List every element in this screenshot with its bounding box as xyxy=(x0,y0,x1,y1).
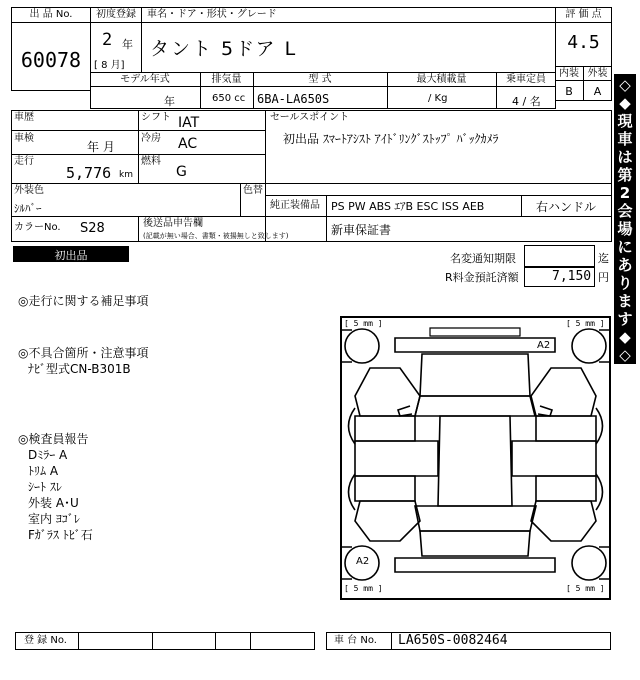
steering-value: 右ハンドル xyxy=(536,200,597,214)
car-name: タント 5ドア L xyxy=(150,38,298,60)
inspector-line: 室内 ﾖｺﾞﾚ xyxy=(28,512,80,526)
capacity-label: 乗車定員 xyxy=(506,74,546,85)
capacity-value: 4 / 名 xyxy=(512,95,541,108)
fuel-value: G xyxy=(176,164,187,180)
tire-depth-fr: [ 5 mm ] xyxy=(566,319,605,328)
lot-label: 出 品 No. xyxy=(29,9,73,20)
inspector-line: ｼｰﾄ ｽﾚ xyxy=(28,480,62,494)
inspection-label: 車検 xyxy=(14,133,34,144)
color-change-label: 色替 xyxy=(243,185,263,196)
recycle-value: 7,150 xyxy=(552,269,592,284)
fuel-label: 燃料 xyxy=(141,156,161,167)
docs-label: 後送品申告欄 xyxy=(143,218,203,229)
equipment-label: 純正装備品 xyxy=(270,200,320,211)
score-value: 4.5 xyxy=(567,32,600,53)
defect-note-line: ﾅﾋﾞ型式CN-B301B xyxy=(28,362,131,376)
car-diagram xyxy=(340,316,611,600)
recycle-unit: 円 xyxy=(598,271,609,284)
sales-point-value: 初出品 ｽﾏｰﾄｱｼｽﾄ ｱｲﾄﾞﾘﾝｸﾞｽﾄｯﾌﾟ ﾊﾞｯｸｶﾒﾗ xyxy=(283,132,499,146)
inspector-line: ﾄﾘﾑ A xyxy=(28,464,59,478)
displacement-label: 排気量 xyxy=(211,74,242,85)
mileage-label: 走行 xyxy=(14,156,34,167)
sales-point-label: セールスポイント xyxy=(270,112,350,123)
model-year-label: モデル年式 xyxy=(120,74,170,85)
exterior-label: 外装 xyxy=(587,68,608,79)
first-registration-label: 初度登録 xyxy=(96,9,136,20)
venue-notice-banner: ◇ ◆ 現 車 は 第 2 会 場 に あ り ま す ◆ ◇ xyxy=(614,74,636,364)
recycle-label: R料金預託済額 xyxy=(445,271,519,284)
inspector-report xyxy=(18,431,93,543)
score-label: 評 価 点 xyxy=(565,9,602,20)
interior-grade: B xyxy=(565,85,573,98)
driving-notes-title: ◎走行に関する補足事項 xyxy=(18,294,149,308)
exterior-grade: A xyxy=(593,85,602,98)
inspector-line: Dﾐﾗｰ A xyxy=(28,448,68,462)
displacement-value: 650 cc xyxy=(212,93,246,104)
name-change-unit: 迄 xyxy=(598,252,609,265)
name-change-box xyxy=(524,245,595,267)
registration-label: 登 録 No. xyxy=(24,635,67,646)
tire-depth-rr: [ 5 mm ] xyxy=(566,584,605,593)
tire-depth-rl: [ 5 mm ] xyxy=(344,584,383,593)
tire-depth-fl: [ 5 mm ] xyxy=(344,319,383,328)
inspector-report-title: ◎検査員報告 xyxy=(18,432,89,446)
first-registration-year-unit: 年 xyxy=(122,38,133,51)
equipment-value: PS PW ABS ｴｱB ESC ISS AEB xyxy=(331,200,485,213)
chassis-label: 車 台 No. xyxy=(334,635,377,646)
shift-value: IAT xyxy=(178,115,200,131)
name-change-label: 名変通知期限 xyxy=(450,252,516,265)
mileage-unit: km xyxy=(119,170,133,180)
driving-notes xyxy=(18,293,148,309)
docs-note: (記載が無い場合、書類・被揚無しと致します) xyxy=(143,232,289,240)
color-value: ｼﾙﾊﾞｰ xyxy=(14,202,42,215)
max-load-value: / Kg xyxy=(428,93,448,104)
front-bumper-mark: A2 xyxy=(537,340,551,351)
inspection-value: 年 月 xyxy=(87,140,115,154)
warranty-value: 新車保証書 xyxy=(331,223,392,237)
model-label: 型 式 xyxy=(308,74,332,85)
interior-label: 内装 xyxy=(559,68,579,79)
color-no-label: カラーNo. xyxy=(14,222,61,233)
first-registration-year: 2 xyxy=(102,30,113,50)
chassis-number: LA650S-0082464 xyxy=(398,633,508,648)
model-value: 6BA-LA650S xyxy=(257,92,330,106)
rear-wheel-mark: A2 xyxy=(356,556,370,567)
ac-label: 冷房 xyxy=(141,133,161,144)
defect-notes xyxy=(18,345,148,377)
car-info-label: 車名・ドア・形状・グレード xyxy=(147,9,277,20)
first-listing-text: 初出品 xyxy=(54,249,88,262)
car-diagram-svg xyxy=(340,316,611,600)
lot-number: 60078 xyxy=(20,48,82,72)
shift-label: シフト xyxy=(141,112,171,123)
defect-notes-title: ◎不具合箇所・注意事項 xyxy=(18,346,149,360)
color-no-value: S28 xyxy=(80,221,105,236)
max-load-label: 最大積載量 xyxy=(416,74,467,85)
first-registration-month: [ 8 月] xyxy=(94,60,125,71)
mileage-value: 5,776 xyxy=(66,164,112,182)
model-year-unit: 年 xyxy=(164,95,175,108)
inspector-line: 外装 A･U xyxy=(28,496,79,510)
color-label: 外装色 xyxy=(14,185,44,196)
ac-value: AC xyxy=(178,136,198,152)
history-label: 車歴 xyxy=(14,112,34,123)
inspector-line: Fｶﾞﾗｽ ﾄﾋﾞ石 xyxy=(28,528,93,542)
